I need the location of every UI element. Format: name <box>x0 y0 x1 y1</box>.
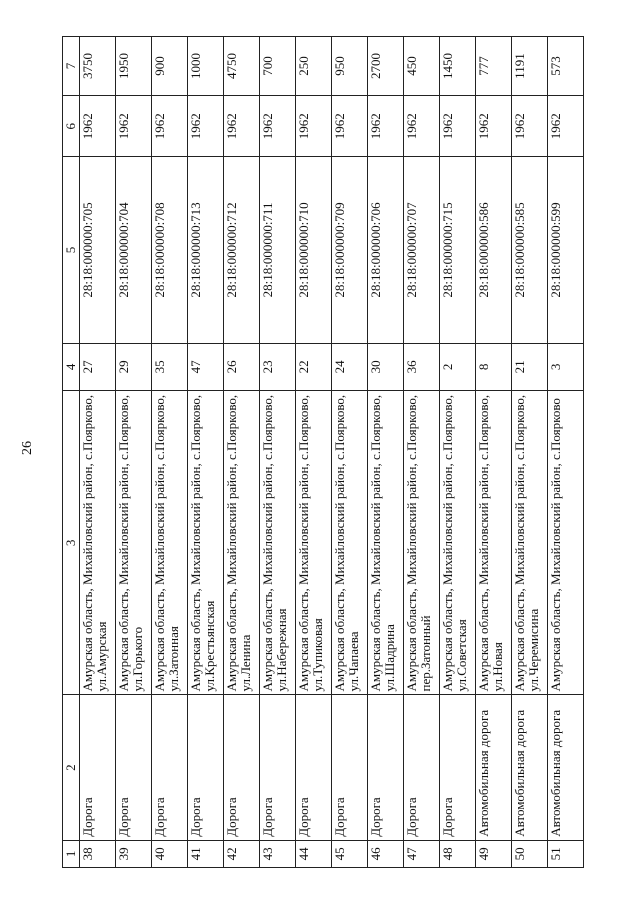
length-cell: 36 <box>404 343 440 391</box>
table-row <box>116 37 152 868</box>
address-cell: Амурская область, Михайловский район, с.Поярково, ул.Новая <box>476 391 512 695</box>
length-cell: 27 <box>80 343 116 391</box>
row-number-cell: 50 <box>512 840 548 867</box>
table-row <box>80 37 116 868</box>
property-table <box>62 36 584 868</box>
cadastral-number-cell: 28:18:000000:715 <box>440 157 476 343</box>
address-cell: Амурская область, Михайловский район, с.Поярково, ул.Крестьянская <box>188 391 224 695</box>
object-name-cell: Автомобильная дорога <box>512 695 548 840</box>
value-cell: 777 <box>476 37 512 96</box>
page-number: 26 <box>20 441 35 455</box>
cadastral-number-cell: 28:18:000000:713 <box>188 157 224 343</box>
cadastral-number-cell: 28:18:000000:704 <box>116 157 152 343</box>
header-cell: 6 <box>63 96 80 157</box>
row-number-cell: 39 <box>116 840 152 867</box>
row-number-cell: 43 <box>260 840 296 867</box>
header-cell: 2 <box>63 695 80 840</box>
year-cell: 1962 <box>116 96 152 157</box>
header-cell: 4 <box>63 343 80 391</box>
table-row <box>332 37 368 868</box>
object-name-cell: Дорога <box>368 695 404 840</box>
header-cell: 3 <box>63 391 80 695</box>
table-row <box>548 37 584 868</box>
cadastral-number-cell: 28:18:000000:706 <box>368 157 404 343</box>
length-cell: 3 <box>548 343 584 391</box>
length-cell: 30 <box>368 343 404 391</box>
cadastral-number-cell: 28:18:000000:585 <box>512 157 548 343</box>
table-row <box>404 37 440 868</box>
length-cell: 8 <box>476 343 512 391</box>
value-cell: 250 <box>296 37 332 96</box>
row-number-cell: 42 <box>224 840 260 867</box>
address-cell: Амурская область, Михайловский район, с.Поярково, пер.Затонный <box>404 391 440 695</box>
length-cell: 2 <box>440 343 476 391</box>
row-number-cell: 49 <box>476 840 512 867</box>
address-cell: Амурская область, Михайловский район, с.Поярково, ул.Набережная <box>260 391 296 695</box>
year-cell: 1962 <box>260 96 296 157</box>
cadastral-number-cell: 28:18:000000:712 <box>224 157 260 343</box>
table-body <box>80 37 584 868</box>
object-name-cell: Дорога <box>224 695 260 840</box>
length-cell: 26 <box>224 343 260 391</box>
year-cell: 1962 <box>512 96 548 157</box>
table-row <box>260 37 296 868</box>
table-row <box>440 37 476 868</box>
row-number-cell: 44 <box>296 840 332 867</box>
row-number-cell: 45 <box>332 840 368 867</box>
year-cell: 1962 <box>224 96 260 157</box>
table-row <box>368 37 404 868</box>
year-cell: 1962 <box>548 96 584 157</box>
value-cell: 950 <box>332 37 368 96</box>
row-number-cell: 48 <box>440 840 476 867</box>
address-cell: Амурская область, Михайловский район, с.Поярково, ул.Советская <box>440 391 476 695</box>
year-cell: 1962 <box>404 96 440 157</box>
object-name-cell: Дорога <box>188 695 224 840</box>
year-cell: 1962 <box>296 96 332 157</box>
header-cell: 5 <box>63 157 80 343</box>
cadastral-number-cell: 28:18:000000:599 <box>548 157 584 343</box>
length-cell: 24 <box>332 343 368 391</box>
address-cell: Амурская область, Михайловский район, с.Поярково, ул.Затонная <box>152 391 188 695</box>
rotated-table-container <box>62 36 584 868</box>
document-table-area <box>62 36 640 861</box>
table-header-row <box>63 37 80 868</box>
value-cell: 1191 <box>512 37 548 96</box>
table-row <box>476 37 512 868</box>
length-cell: 29 <box>116 343 152 391</box>
row-number-cell: 38 <box>80 840 116 867</box>
address-cell: Амурская область, Михайловский район, с.Поярково, ул.Черемисина <box>512 391 548 695</box>
length-cell: 22 <box>296 343 332 391</box>
object-name-cell: Автомобильная дорога <box>548 695 584 840</box>
address-cell: Амурская область, Михайловский район, с.Поярково, ул.Чапаева <box>332 391 368 695</box>
row-number-cell: 46 <box>368 840 404 867</box>
value-cell: 3750 <box>80 37 116 96</box>
cadastral-number-cell: 28:18:000000:586 <box>476 157 512 343</box>
row-number-cell: 40 <box>152 840 188 867</box>
address-cell: Амурская область, Михайловский район, с.Поярково, ул.Шадрина <box>368 391 404 695</box>
header-cell: 1 <box>63 840 80 867</box>
row-number-cell: 51 <box>548 840 584 867</box>
object-name-cell: Дорога <box>404 695 440 840</box>
object-name-cell: Дорога <box>332 695 368 840</box>
length-cell: 47 <box>188 343 224 391</box>
object-name-cell: Дорога <box>116 695 152 840</box>
address-cell: Амурская область, Михайловский район, с.Поярково <box>548 391 584 695</box>
value-cell: 450 <box>404 37 440 96</box>
address-cell: Амурская область, Михайловский район, с.Поярково, ул.Ленина <box>224 391 260 695</box>
value-cell: 700 <box>260 37 296 96</box>
value-cell: 1450 <box>440 37 476 96</box>
year-cell: 1962 <box>188 96 224 157</box>
object-name-cell: Дорога <box>152 695 188 840</box>
address-cell: Амурская область, Михайловский район, с.Поярково, ул.Горького <box>116 391 152 695</box>
row-number-cell: 47 <box>404 840 440 867</box>
value-cell: 2700 <box>368 37 404 96</box>
cadastral-number-cell: 28:18:000000:708 <box>152 157 188 343</box>
cadastral-number-cell: 28:18:000000:709 <box>332 157 368 343</box>
object-name-cell: Дорога <box>80 695 116 840</box>
row-number-cell: 41 <box>188 840 224 867</box>
value-cell: 1000 <box>188 37 224 96</box>
length-cell: 21 <box>512 343 548 391</box>
value-cell: 573 <box>548 37 584 96</box>
header-cell: 7 <box>63 37 80 96</box>
cadastral-number-cell: 28:18:000000:707 <box>404 157 440 343</box>
year-cell: 1962 <box>332 96 368 157</box>
object-name-cell: Дорога <box>296 695 332 840</box>
year-cell: 1962 <box>440 96 476 157</box>
year-cell: 1962 <box>152 96 188 157</box>
cadastral-number-cell: 28:18:000000:705 <box>80 157 116 343</box>
year-cell: 1962 <box>476 96 512 157</box>
table-row <box>296 37 332 868</box>
cadastral-number-cell: 28:18:000000:710 <box>296 157 332 343</box>
year-cell: 1962 <box>80 96 116 157</box>
table-row <box>152 37 188 868</box>
table-row <box>512 37 548 868</box>
table-row <box>188 37 224 868</box>
address-cell: Амурская область, Михайловский район, с.Поярково, ул.Тупиковая <box>296 391 332 695</box>
cadastral-number-cell: 28:18:000000:711 <box>260 157 296 343</box>
table-row <box>224 37 260 868</box>
object-name-cell: Дорога <box>260 695 296 840</box>
address-cell: Амурская область, Михайловский район, с.Поярково, ул.Амурская <box>80 391 116 695</box>
year-cell: 1962 <box>368 96 404 157</box>
value-cell: 1950 <box>116 37 152 96</box>
length-cell: 23 <box>260 343 296 391</box>
value-cell: 4750 <box>224 37 260 96</box>
value-cell: 900 <box>152 37 188 96</box>
object-name-cell: Дорога <box>440 695 476 840</box>
length-cell: 35 <box>152 343 188 391</box>
object-name-cell: Автомобильная дорога <box>476 695 512 840</box>
